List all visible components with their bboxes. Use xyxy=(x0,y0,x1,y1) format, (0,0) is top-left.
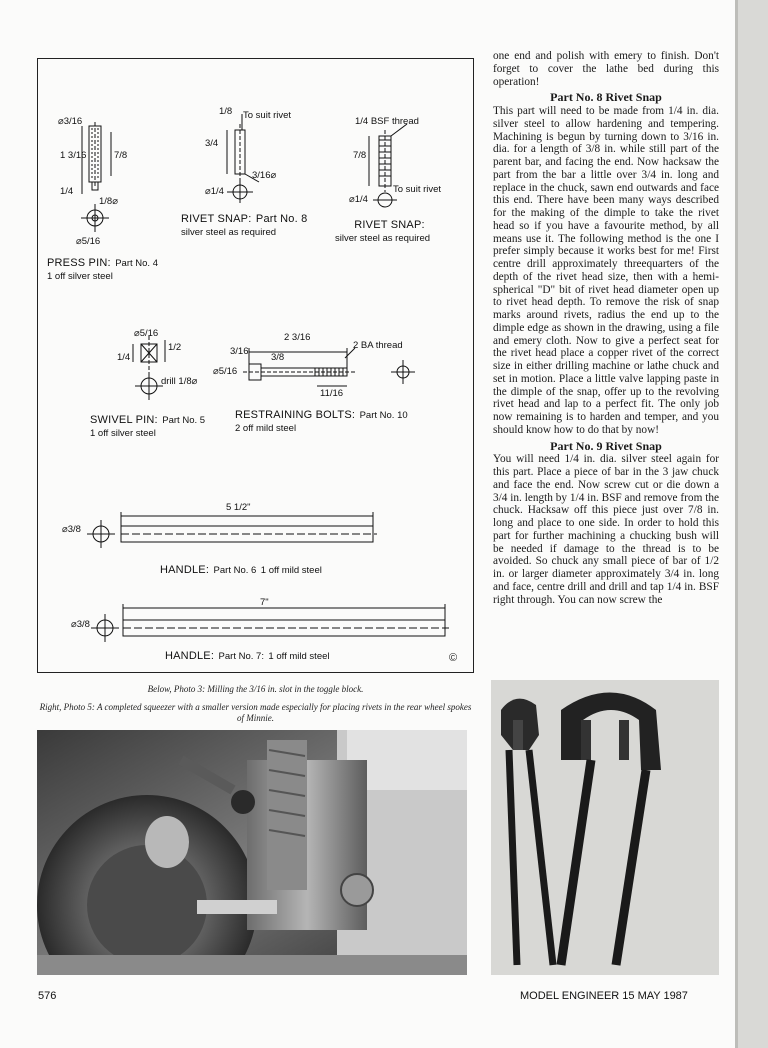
rivet-snap-8-note: To suit rivet xyxy=(243,110,292,121)
press-pin-qty: 1 off silver steel xyxy=(47,271,113,282)
press-pin-dim-end: 1/4 xyxy=(60,186,74,197)
swivel-pin-dim-small: 1/4 xyxy=(117,352,131,363)
press-pin-caption xyxy=(47,256,158,282)
magazine-footer: MODEL ENGINEER 15 MAY 1987 xyxy=(520,990,688,1002)
rivet-snap-8-dim-head: 1/8 xyxy=(219,106,233,117)
page-edge xyxy=(738,0,768,1048)
bolts-dim-shoulder: 3/8 xyxy=(271,352,285,363)
rivet-snap-8-dim-length: 3/4 xyxy=(205,138,219,149)
handle-6-drawing xyxy=(87,512,377,548)
bolts-dim-length: 2 3/16 xyxy=(284,332,311,343)
handle-7-title: HANDLE: xyxy=(165,650,215,662)
handle-6-title: HANDLE: xyxy=(160,564,210,576)
bolts-dim-thread-length: 11/16 xyxy=(320,388,344,399)
press-pin-part: Part No. 4 xyxy=(115,258,158,269)
photo3-caption: Below, Photo 3: Milling the 3/16 in. slot in the toggle block. xyxy=(147,684,364,694)
handle-7-drawing xyxy=(91,604,449,642)
handle-7-qty: 1 off mild steel xyxy=(268,651,330,662)
handle-6-dia: ⌀3/8 xyxy=(62,524,81,535)
rivet-snap-9-caption xyxy=(335,218,430,245)
handle-6-qty: 1 off mild steel xyxy=(260,565,322,576)
copyright-mark: © xyxy=(449,652,458,664)
page-number: 576 xyxy=(38,990,57,1002)
article-body-part-8: This part will need to be made from 1/4 in. dia. silver steel to allow hardening and tempering. Machining is begun by turning down to 3/16 in. dia. for a length of 3/8 in. while still part of the parent bar, and facing the end. Now hacksaw the part from the bar a little over 3/4 in. long and replace in the chuck, sawn end outwards and face this end. There have been many ways described for the making of the dimple to take the rivet head so if you have a favourite method, by all means use it. The following method is the one I prefer simply because it works best for me! First centre drill approximately threequarters of the depth of the rivet head size, then with a hemi-spherical "D" bit of rivet head diameter open up to rivet head depth. To remove the risk of snap marks around rivets, radius the end up to the dimple edge as shown in the drawing, using a file and emery cloth. Now to give a perfect seat for the rivet head place a copper rivet of the correct size in either drilling machine or lathe chuck and set in motion. Place a little valve lapping paste in the dimple of the snap, offer up to the revolving rivet head and lap to a perfect fit. The only job now remaining is to harden and temper, and you should know how to do that by now! xyxy=(493,105,719,436)
press-pin-dim-inner: 7/8 xyxy=(114,150,128,161)
swivel-pin-caption xyxy=(90,413,205,439)
bolts-caption xyxy=(235,408,408,434)
rivet-snap-9-title: RIVET SNAP: xyxy=(354,219,425,231)
rivet-snap-8-part: Part No. 8 xyxy=(255,213,308,225)
handle-7-part: Part No. 7: xyxy=(218,651,264,662)
heading-part-8: Part No. 8 Rivet Snap xyxy=(550,90,662,105)
handle-6-length: 5 1/2" xyxy=(226,502,251,513)
bolts-dim-head: 3/16 xyxy=(230,346,249,357)
press-pin-dim-small-dia: 1/8⌀ xyxy=(99,196,118,207)
rivet-snap-9-thread: 1/4 BSF thread xyxy=(355,116,419,127)
bolts-thread: 2 BA thread xyxy=(353,340,403,351)
handle-6-caption xyxy=(160,560,322,578)
rivet-snap-8-title: RIVET SNAP: xyxy=(181,213,252,225)
press-pin-title: PRESS PIN: xyxy=(47,257,111,269)
rivet-snap-8-drawing xyxy=(227,114,259,203)
press-pin-drawing xyxy=(81,122,111,232)
engineering-drawings xyxy=(37,58,474,673)
rivet-snap-9-note: To suit rivet xyxy=(393,184,442,195)
handle-7-dia: ⌀3/8 xyxy=(71,619,90,630)
restraining-bolts-drawing xyxy=(243,348,415,386)
swivel-pin-dim-height: 1/2 xyxy=(168,342,182,353)
photo5-caption: Right, Photo 5: A completed squeezer with a smaller version made especially for placing rivets in the rear wheel spokes of Minnie. xyxy=(39,702,472,723)
press-pin-dim-length: 1 3/16 xyxy=(60,150,87,161)
rivet-snap-8-dim-dia: ⌀1/4 xyxy=(205,186,224,197)
photo-completed-squeezer xyxy=(491,680,719,975)
swivel-pin-qty: 1 off silver steel xyxy=(90,428,156,439)
article-body-part-9: You will need 1/4 in. dia. silver steel again for this part. Place a piece of bar in the 3 jaw chuck and face the end. Now screw cut or die down a 3/4 in. length by 1/4 in. BSF and remove from the chuck. Hacksaw off this piece just over 7/8 in. long and place to one side. In order to hold this part for further machining a chucking bush will be needed if damage to the thread is to be avoided. So chuck any small piece of bar of 1/2 in. or larger diameter approximately 3/4 in. long and face, centre drill and drill and tap 1/4 in. BSF right through. You can now screw the xyxy=(493,453,719,606)
handle-7-length: 7" xyxy=(260,597,269,608)
swivel-pin-dim-dia: ⌀5/16 xyxy=(134,328,159,339)
heading-part-9: Part No. 9 Rivet Snap xyxy=(550,438,662,453)
swivel-pin-drawing xyxy=(133,336,165,400)
rivet-snap-9-dim-dia: ⌀1/4 xyxy=(349,194,368,205)
rivet-snap-8-qty: silver steel as required xyxy=(181,227,277,238)
rivet-snap-9-qty: silver steel as required xyxy=(335,233,431,244)
press-pin-dim-dia: ⌀3/16 xyxy=(58,116,83,127)
bolts-title: RESTRAINING BOLTS: xyxy=(235,409,356,421)
rivet-snap-8-dim-tip: 3/16⌀ xyxy=(252,170,277,181)
swivel-pin-part: Part No. 5 xyxy=(162,415,206,426)
article-column xyxy=(493,50,719,606)
bolts-dim-dia: ⌀5/16 xyxy=(213,366,238,377)
handle-6-part: Part No. 6 xyxy=(213,565,257,576)
bolts-part: Part No. 10 xyxy=(359,410,408,421)
swivel-pin-title: SWIVEL PIN: xyxy=(90,414,158,426)
article-intro: one end and polish with emery to finish. Don't forget to cover the lathe bed during this operation! xyxy=(493,50,719,88)
bolts-qty: 2 off mild steel xyxy=(235,423,297,434)
photo-milling-toggle-block xyxy=(37,730,467,975)
rivet-snap-8-caption xyxy=(181,212,307,238)
handle-7-caption xyxy=(165,646,330,664)
press-pin-dim-head-dia: ⌀5/16 xyxy=(76,236,101,247)
rivet-snap-9-dim-length: 7/8 xyxy=(353,150,367,161)
swivel-pin-drill: drill 1/8⌀ xyxy=(161,376,198,387)
